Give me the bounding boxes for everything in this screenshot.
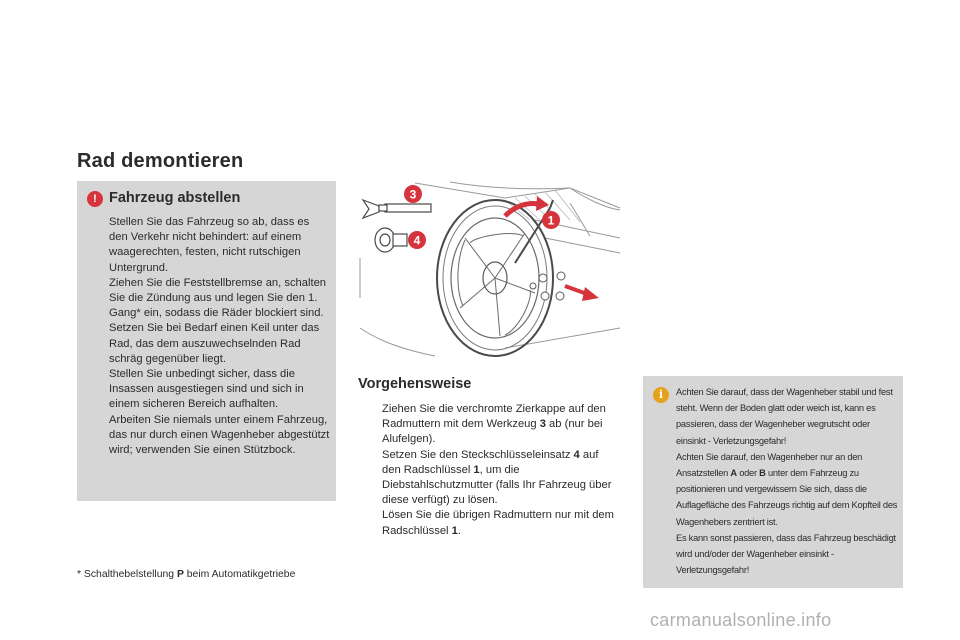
step-text: Setzen Sie den Steckschlüsseleinsatz — [382, 448, 574, 461]
info-box — [643, 376, 903, 588]
callout-3-label: 3 — [409, 187, 417, 202]
procedure-step — [362, 508, 620, 538]
callout-1-label: 1 — [547, 213, 555, 228]
callout-4 — [408, 231, 426, 249]
info-ref: B — [759, 468, 766, 479]
step-text: Ziehen Sie die verchromte Zierkappe auf den Radmuttern mit dem Werkzeug — [382, 403, 606, 431]
callout-1 — [542, 211, 560, 229]
info-paragraph: Achten Sie darauf, dass der Wagenheber stabil und fest steht. Wenn der Boden glatt oder weich ist, kann es passieren, dass der Wagenheber wegrutscht oder einsinkt - Verletzungsgefahr! — [676, 387, 893, 446]
procedure-step — [362, 448, 620, 509]
wheel-removal-illustration — [355, 178, 623, 358]
info-text — [676, 384, 900, 578]
footnote-prefix: * Schalthebelstellung — [77, 569, 177, 580]
procedure-steps — [362, 402, 620, 539]
info-text-span: oder — [736, 468, 760, 479]
warning-paragraph: Ziehen Sie die Feststellbremse an, schalten Sie die Zündung aus und legen Sie den 1. Gang* ein, sodass die Räder blockiert sind. — [109, 276, 327, 320]
footnote — [77, 569, 295, 580]
step-text: ab (nur bei Alufelgen). — [382, 418, 603, 446]
info-icon: i — [653, 387, 669, 403]
callout-3 — [404, 185, 422, 203]
info-paragraph — [676, 449, 900, 530]
step-ref: 4 — [573, 448, 580, 461]
warning-paragraph: Setzen Sie bei Bedarf einen Keil unter das Rad, das dem auszuwechselnden Rad schräg gegenüber liegt. — [109, 322, 320, 365]
step-text: Lösen Sie die übrigen Radmuttern nur mit dem Radschlüssel — [382, 509, 614, 537]
step-text: . — [457, 524, 461, 537]
callout-4-label: 4 — [413, 233, 421, 248]
procedure-heading: Vorgehensweise — [358, 376, 472, 392]
wheel-illustration-svg — [355, 178, 623, 358]
step-ref: 1 — [451, 524, 458, 537]
warning-paragraph: Stellen Sie unbedingt sicher, dass die Insassen ausgestiegen sind und sich in einem sicheren Bereich aufhalten. — [109, 368, 304, 411]
step-ref: 3 — [539, 418, 546, 431]
step-text: , um die Diebstahlschutzmutter (falls Ihr Fahrzeug über diese verfügt) zu lösen. — [382, 463, 612, 507]
info-ref: A — [730, 468, 737, 479]
watermark: carmanualsonline.info — [650, 610, 832, 630]
info-paragraph: Es kann sonst passieren, dass das Fahrzeug beschädigt wird und/oder der Wagenheber einsinkt - Verletzungsgefahr! — [676, 532, 896, 576]
step-ref: 1 — [473, 463, 480, 476]
warning-paragraph: Stellen Sie das Fahrzeug so ab, dass es den Verkehr nicht behindert: auf einem waagerechten, festen, nicht rutschigen Untergrund. — [109, 216, 310, 274]
warning-box — [77, 181, 336, 501]
step-text: auf den Radschlüssel — [382, 448, 599, 476]
footnote-suffix: beim Automatikgetriebe — [183, 569, 296, 580]
info-text-span: Achten Sie darauf, den Wagenheber nur an den Ansatzstellen — [676, 451, 863, 479]
procedure-step — [362, 402, 620, 448]
exclamation-warning-icon: ! — [87, 191, 103, 207]
warning-heading: Fahrzeug abstellen — [109, 190, 241, 206]
page-title: Rad demontieren — [77, 150, 244, 172]
warning-paragraph: Arbeiten Sie niemals unter einem Fahrzeug, das nur durch einen Wagenheber abgestützt wird; verwenden Sie einen Stützbock. — [109, 413, 330, 457]
info-text-span: unter dem Fahrzeug zu positionieren und vergewissern Sie sich, dass die Auflagefläche des Fahrzeugs richtig auf dem Kopfteil des Wagenhebers zentriert ist. — [676, 468, 898, 527]
warning-text — [109, 215, 331, 458]
footnote-bold: P — [176, 569, 184, 580]
